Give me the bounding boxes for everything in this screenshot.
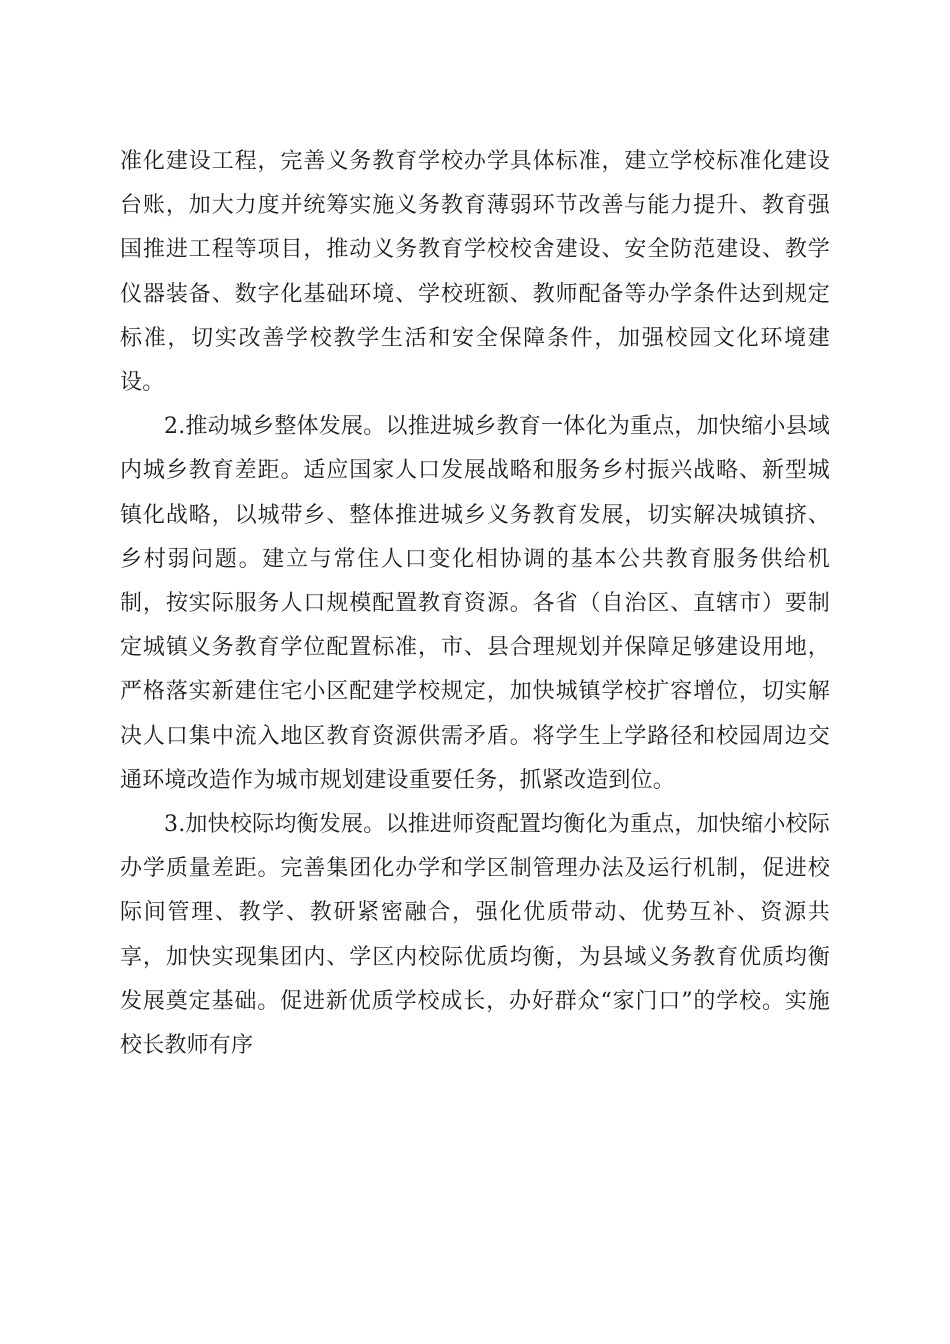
paragraph-urban-rural-development: 2.推动城乡整体发展。以推进城乡教育一体化为重点，加快缩小县域内城乡教育差距。适应国家人口发展战略和服务乡村振兴战略、新型城镇化战略，以城带乡、整体推进城乡义务教育发展，切实解决城镇挤、乡村弱问题。建立与常住人口变化相协调的基本公共教育服务供给机制，按实际服务人口规模配置教育资源。各省（自治区、直辖市）要制定城镇义务教育学位配置标准，市、县合理规划并保障足够建设用地，严格落实新建住宅小区配建学校规定，加快城镇学校扩容增位，切实解决人口集中流入地区教育资源供需矛盾。将学生上学路径和校园周边交通环境改造作为城市规划建设重要任务，抓紧改造到位。	[120, 414, 830, 793]
paragraph-continuation: 准化建设工程，完善义务教育学校办学具体标准，建立学校标准化建设台账，加大力度并统筹实施义务教育薄弱环节改善与能力提升、教育强国推进工程等项目，推动义务教育学校校舍建设、安全防范建设、教学仪器装备、数字化基础环境、学校班额、教师配备等办学条件达到规定标准，切实改善学校教学生活和安全保障条件，加强校园文化环境建设。	[120, 149, 830, 396]
document-page	[120, 140, 830, 1068]
paragraph-inter-school-balance: 3.加快校际均衡发展。以推进师资配置均衡化为重点，加快缩小校际办学质量差距。完善集团化办学和学区制管理办法及运行机制，促进校际间管理、教学、教研紧密融合，强化优质带动、优势互补、资源共享，加快实现集团内、学区内校际优质均衡，为县域义务教育优质均衡发展奠定基础。促进新优质学校成长，办好群众“家门口”的学校。实施校长教师有序	[120, 812, 830, 1059]
